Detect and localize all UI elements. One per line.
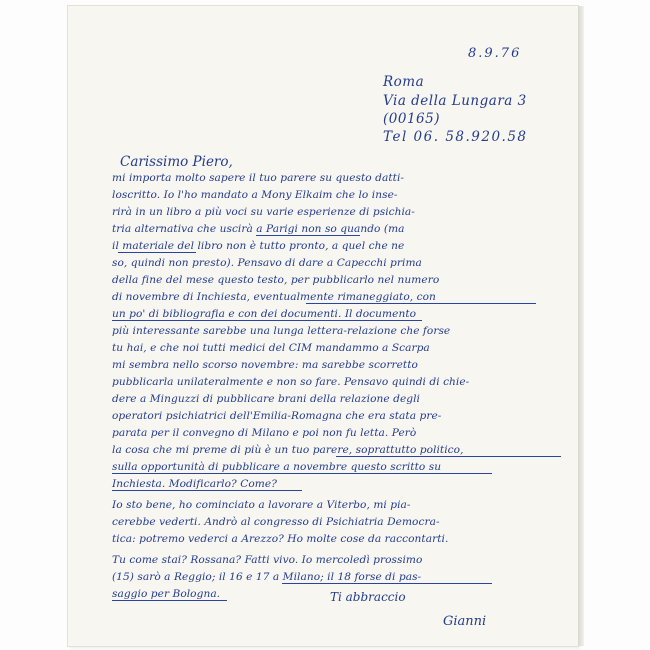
body-line: mi sembra nello scorso novembre: ma sarebbe scorretto [112, 359, 418, 371]
body-line: rirà in un libro a più voci su varie esperienze di psichia- [112, 206, 415, 218]
underline-mark [112, 490, 302, 491]
body-line: tria alternativa che uscirà a Parigi non so quando (ma [112, 223, 405, 235]
body-line: pubblicarla unilateralmente e non so fare. Pensavo quindi di chie- [112, 376, 470, 388]
body-line: mi importa molto sapere il tuo parere su questo datti- [112, 172, 405, 184]
letter-date: 8.9.76 [468, 46, 522, 61]
body-line: più interessante sarebbe una lunga lettera-relazione che forse [112, 325, 451, 337]
address-phone: Tel 06. 58.920.58 [383, 129, 528, 145]
address-postcode: (00165) [383, 111, 440, 127]
body-line: parata per il convegno di Milano e poi non fu letta. Però [112, 427, 417, 439]
underline-mark [256, 235, 360, 236]
body-line: un po' di bibliografia e con dei documenti. Il documento [112, 308, 417, 320]
body-line: saggio per Bologna. [112, 588, 221, 600]
body-line: la cosa che mi preme di più è un tuo parere, soprattutto politico, [112, 444, 464, 456]
body-line: il materiale del libro non è tutto pronto, a quel che ne [112, 240, 405, 252]
body-line: Inchiesta. Modificarlo? Come? [112, 478, 277, 490]
underline-mark [112, 600, 227, 601]
address-city: Roma [383, 74, 425, 90]
body-line: loscritto. Io l'ho mandato a Mony Elkaim che lo inse- [112, 189, 398, 201]
body-line: dere a Minguzzi di pubblicare brani della relazione degli [112, 393, 420, 405]
address-street: Via della Lungara 3 [383, 93, 527, 109]
page-edge [578, 6, 584, 646]
body-line: tica: potremo vederci a Arezzo? Ho molte cose da raccontarti. [112, 533, 449, 545]
closing: Ti abbraccio [330, 590, 406, 604]
body-line: cerebbe vederti. Andrò al congresso di Psichiatria Democra- [112, 516, 440, 528]
underline-mark [306, 303, 536, 304]
signature: Gianni [443, 614, 487, 629]
salutation: Carissimo Piero, [120, 154, 233, 170]
body-line: sulla opportunità di pubblicare a novembre questo scritto su [112, 461, 442, 473]
body-line: so, quindi non presto). Pensavo di dare a Capecchi prima [112, 257, 422, 269]
underline-mark [112, 320, 422, 321]
letter-sheet [68, 6, 578, 646]
underline-mark [336, 456, 561, 457]
body-line: Tu come stai? Rossana? Fatti vivo. Io mercoledì prossimo [112, 554, 423, 566]
body-line: di novembre di Inchiesta, eventualmente rimaneggiato, con [112, 291, 436, 303]
body-line: (15) sarò a Reggio; il 16 e 17 a Milano; il 18 forse di pas- [112, 571, 422, 583]
body-line: Io sto bene, ho cominciato a lavorare a Viterbo, mi pia- [112, 499, 411, 511]
body-line: tu hai, e che noi tutti medici del CIM mandammo a Scarpa [112, 342, 430, 354]
underline-mark [118, 252, 196, 253]
body-line: della fine del mese questo testo, per pubblicarlo nel numero [112, 274, 440, 286]
body-line: operatori psichiatrici dell'Emilia-Romagna che era stata pre- [112, 410, 442, 422]
underline-mark [112, 473, 492, 474]
underline-mark [282, 583, 492, 584]
